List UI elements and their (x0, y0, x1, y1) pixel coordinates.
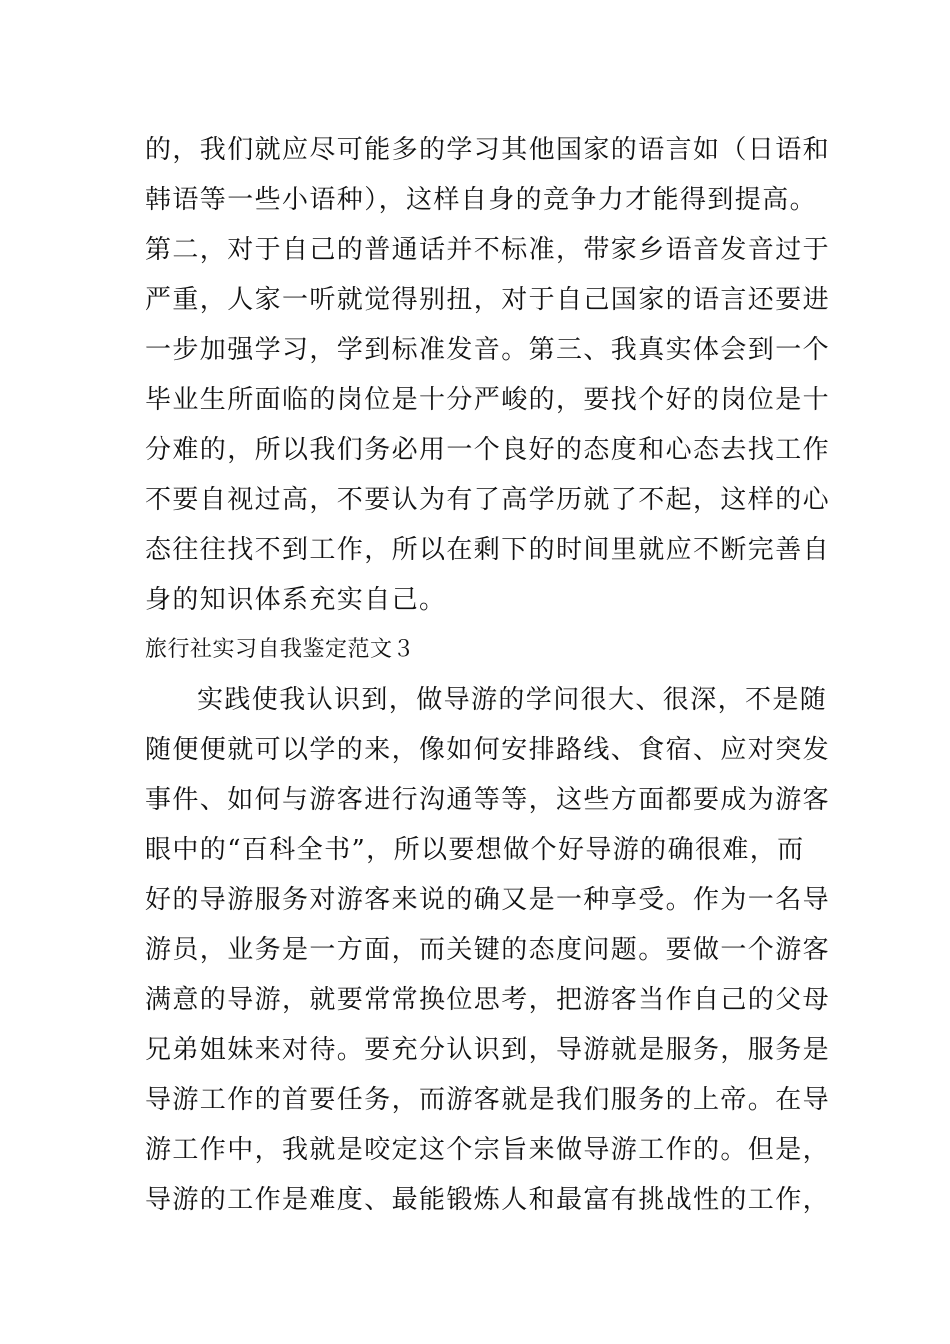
section-title: 旅行社实习自我鉴定范文３ (145, 637, 416, 662)
paragraph-2-line-1: 实践使我认识到，做导游的学问很大、很深，不是随 (197, 685, 828, 715)
paragraph-1-line-1: 的，我们就应尽可能多的学习其他国家的语言如（日语和 (145, 135, 831, 165)
paragraph-1-line-3: 第二，对于自己的普通话并不标准，带家乡语音发音过于 (145, 235, 831, 265)
paragraph-2-line-4: 眼中的“百科全书”，所以要想做个好导游的确很难，而 (145, 835, 805, 865)
paragraph-1-line-2: 韩语等一些小语种），这样自身的竞争力才能得到提高。 (145, 185, 818, 215)
paragraph-1-line-5: 一步加强学习，学到标准发音。第三、我真实体会到一个 (145, 335, 831, 365)
paragraph-1-line-10: 身的知识体系充实自己。 (145, 585, 447, 615)
paragraph-2-line-11: 导游的工作是难度、最能锻炼人和最富有挑战性的工作， (145, 1185, 831, 1215)
paragraph-2-line-5: 好的导游服务对游客来说的确又是一种享受。作为一名导 (145, 885, 831, 915)
paragraph-1-line-4: 严重，人家一听就觉得别扭，对于自己国家的语言还要进 (145, 285, 831, 315)
paragraph-2-line-8: 兄弟姐妹来对待。要充分认识到，导游就是服务，服务是 (145, 1035, 831, 1065)
paragraph-1-line-7: 分难的，所以我们务必用一个良好的态度和心态去找工作 (145, 435, 831, 465)
paragraph-1-line-6: 毕业生所面临的岗位是十分严峻的，要找个好的岗位是十 (145, 385, 831, 415)
paragraph-2-line-10: 游工作中，我就是咬定这个宗旨来做导游工作的。但是， (145, 1135, 831, 1165)
paragraph-2-line-7: 满意的导游，就要常常换位思考，把游客当作自己的父母 (145, 985, 831, 1015)
paragraph-2-line-3: 事件、如何与游客进行沟通等等，这些方面都要成为游客 (145, 785, 831, 815)
paragraph-2-line-6: 游员，业务是一方面，而关键的态度问题。要做一个游客 (145, 935, 831, 965)
paragraph-1-line-8: 不要自视过高，不要认为有了高学历就了不起，这样的心 (145, 485, 831, 515)
paragraph-1-line-9: 态往往找不到工作，所以在剩下的时间里就应不断完善自 (145, 535, 831, 565)
paragraph-2-line-9: 导游工作的首要任务，而游客就是我们服务的上帝。在导 (145, 1085, 831, 1115)
paragraph-2-line-2: 随便便就可以学的来，像如何安排路线、食宿、应对突发 (145, 735, 831, 765)
